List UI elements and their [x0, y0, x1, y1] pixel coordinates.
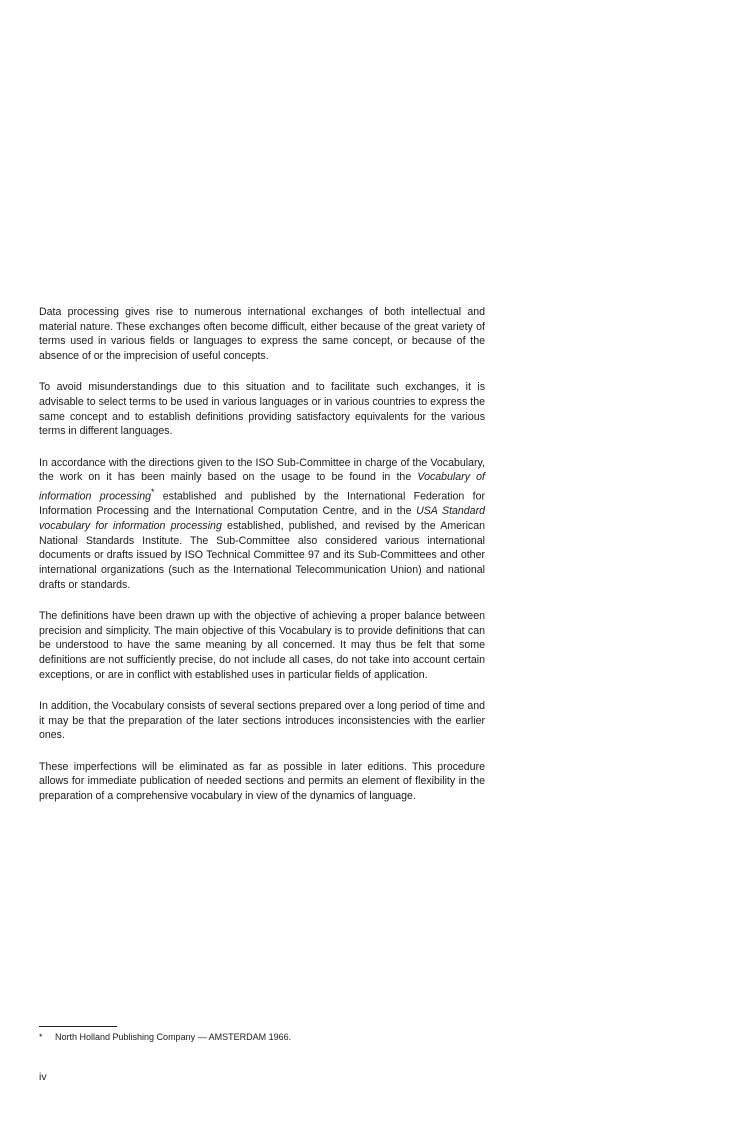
paragraph-text: In addition, the Vocabulary consists of several sections prepared over a long period of time and it may be that the preparation of the later sections introduces inconsistencies with the earlier ones. [39, 700, 485, 742]
paragraph-text: To avoid misunderstandings due to this situation and to facilitate such exchanges, it is advisable to select terms to be used in various languages or in various countries to express the same concept and to establish definitions providing satisfactory equivalents for the various terms in different languages. [39, 381, 485, 438]
paragraph-text: The definitions have been drawn up with the objective of achieving a proper balance between precision and simplicity. The main objective of this Vocabulary is to provide definitions that can be understood to have the same meaning by all concerned. It may thus be felt that some definitions are not sufficiently precise, do not include all cases, do not take into account certain exceptions, or are in conflict with established uses in particular fields of application. [39, 609, 485, 681]
footnote-text: North Holland Publishing Company — AMSTERDAM 1966. [55, 1032, 292, 1042]
footnote [39, 1031, 291, 1043]
italic-title-usa-standard: USA Standard vocabulary for information processing [39, 505, 485, 532]
paragraph-text: established and published by the International Federation for Information Processing and the International Computation Centre, and in the [39, 490, 485, 518]
paragraph-3 [39, 456, 485, 593]
paragraph-text: In accordance with the directions given to the ISO Sub-Committee in charge of the Vocabulary, the work on it has been mainly based on the usage to be found in the [39, 456, 485, 484]
paragraph-1 [39, 305, 485, 364]
paragraph-text: Data processing gives rise to numerous international exchanges of both intellectual and material nature. These exchanges often become difficult, either because of the great variety of terms used in various fields or languages to express the same concept, or because of the absence of or the imprecision of useful concepts. [39, 306, 485, 363]
italic-title-ifip-vocabulary: Vocabulary of information processing [39, 471, 485, 503]
paragraph-4 [39, 609, 485, 683]
footnote-mark: * [39, 1032, 43, 1042]
paragraph-2 [39, 380, 485, 439]
paragraph-6 [39, 760, 485, 804]
page-number: iv [39, 1071, 47, 1083]
paragraph-5 [39, 699, 485, 743]
footnote-divider [39, 1026, 117, 1027]
paragraph-text: established, published, and revised by the American National Standards Institute. The Sub-Committee also considered various international documents or drafts issued by ISO Technical Committee 97 and its Sub-Committees and other international organizations (such as the International Telecommunication Union) and national drafts or standards. [39, 519, 485, 591]
paragraph-text: These imperfections will be eliminated as far as possible in later editions. This procedure allows for immediate publication of needed sections and permits an element of flexibility in the preparation of a comprehensive vocabulary in view of the dynamics of language. [39, 760, 485, 803]
body-text [39, 305, 485, 820]
footnote-reference: * [150, 487, 155, 498]
